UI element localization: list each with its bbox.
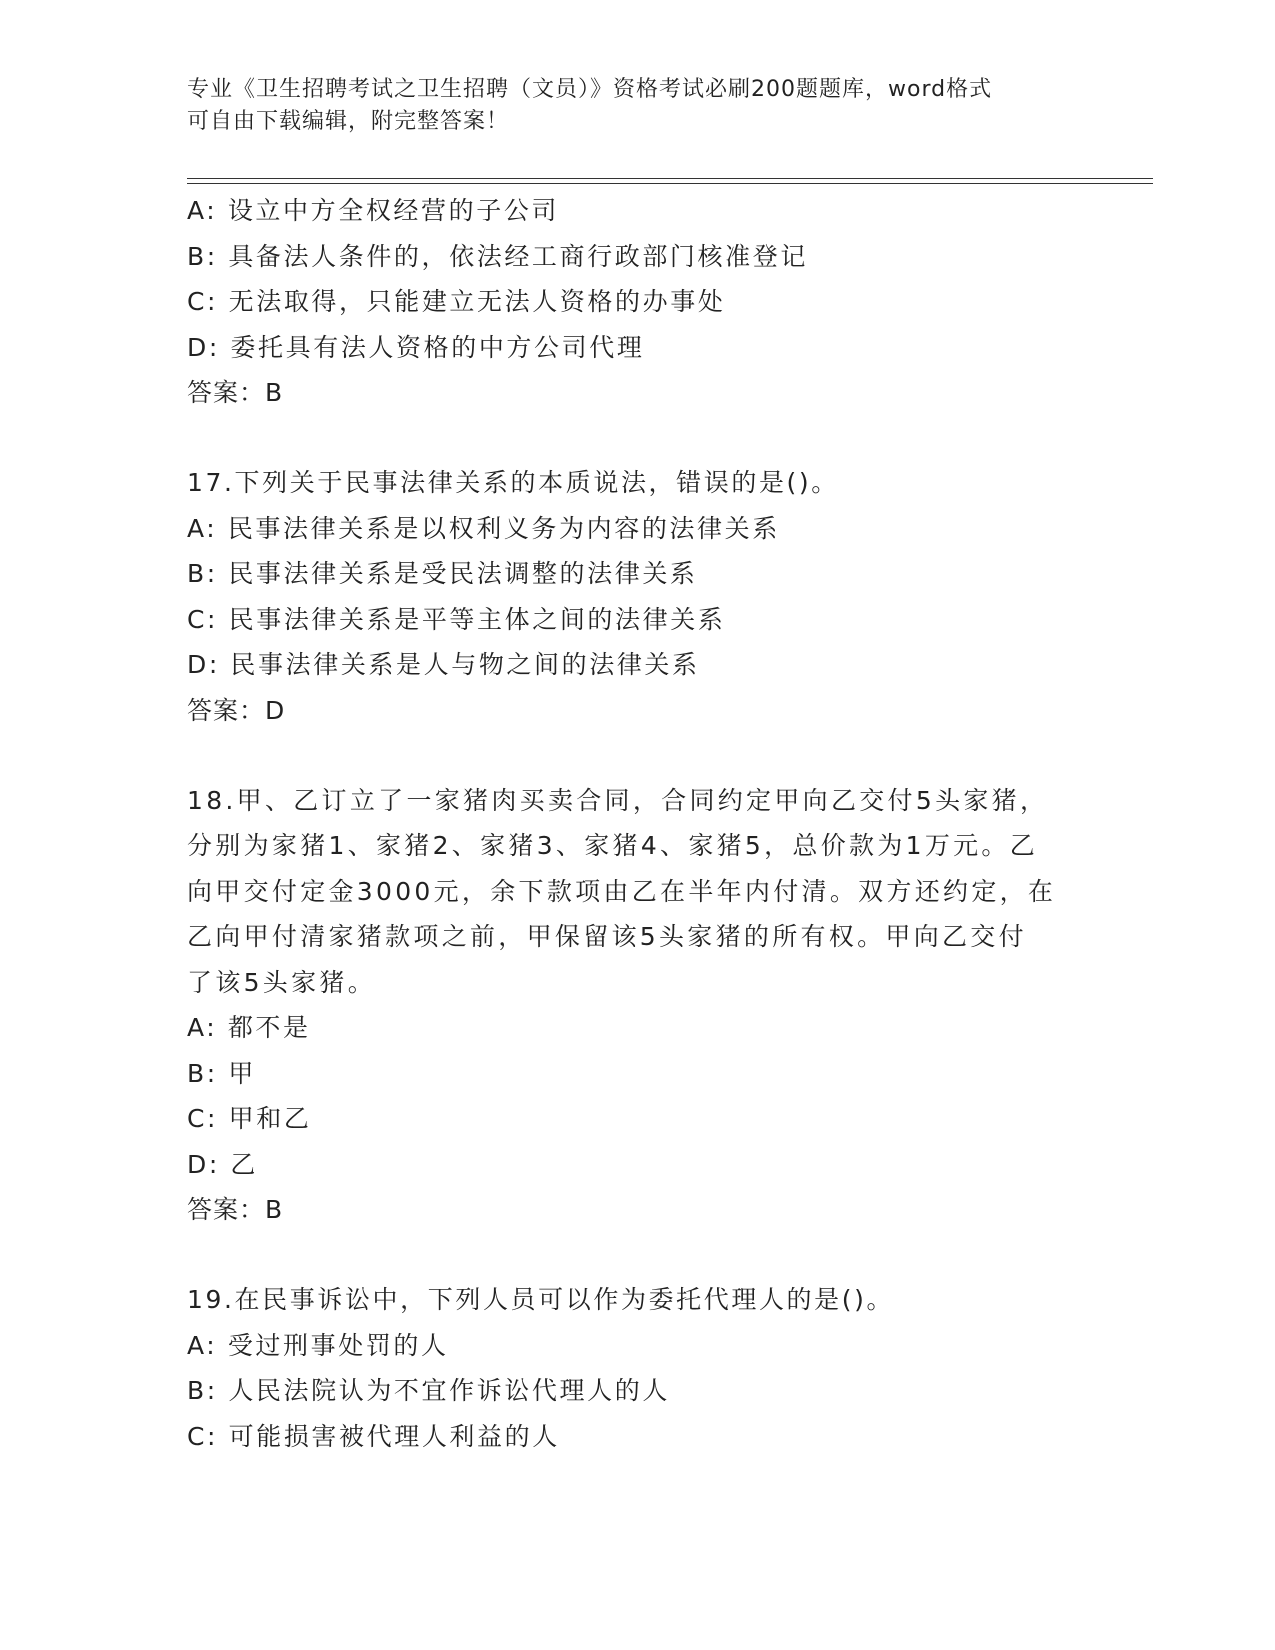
option-b: B: 人民法院认为不宜作诉讼代理人的人 xyxy=(187,1376,670,1405)
answer-line: 答案：D xyxy=(187,695,286,725)
header-divider-top xyxy=(187,178,1153,179)
option-a: A: 民事法律关系是以权利义务为内容的法律关系 xyxy=(187,513,780,543)
option-a: A: 都不是 xyxy=(187,1013,311,1042)
header-divider-bottom xyxy=(187,183,1153,184)
question-17-block xyxy=(187,460,1087,734)
document-header xyxy=(187,74,1087,138)
option-d: D: 民事法律关系是人与物之间的法律关系 xyxy=(187,650,700,679)
option-d: D: 委托具有法人资格的中方公司代理 xyxy=(187,332,645,362)
option-a: A: 受过刑事处罚的人 xyxy=(187,1330,449,1360)
spacer xyxy=(187,1233,1087,1277)
question-stem-line-2: 分别为家猪1、家猪2、家猪3、家猪4、家猪5，总价款为1万元。乙 xyxy=(187,831,1039,860)
question-stem-line-1: 18.甲、乙订立了一家猪肉买卖合同，合同约定甲向乙交付5头家猪， xyxy=(187,785,1049,815)
question-stem: 19.在民事诉讼中，下列人员可以作为委托代理人的是()。 xyxy=(187,1285,895,1314)
option-c: C: 可能损害被代理人利益的人 xyxy=(187,1421,560,1451)
answer-line: 答案：B xyxy=(187,1195,284,1224)
option-b: B: 具备法人条件的，依法经工商行政部门核准登记 xyxy=(187,241,808,271)
option-c: C: 甲和乙 xyxy=(187,1104,312,1133)
question-content xyxy=(187,188,1087,1459)
question-18-block xyxy=(187,778,1087,1234)
question-19-block xyxy=(187,1277,1087,1459)
option-d: D: 乙 xyxy=(187,1149,259,1179)
header-line-1: 专业《卫生招聘考试之卫生招聘（文员）》资格考试必刷200题题库，word格式 xyxy=(187,77,993,102)
question-stem: 17.下列关于民事法律关系的本质说法，错误的是()。 xyxy=(187,468,839,497)
option-a: A: 设立中方全权经营的子公司 xyxy=(187,196,560,225)
spacer xyxy=(187,416,1087,460)
question-stem-line-3: 向甲交付定金3000元，余下款项由乙在半年内付清。双方还约定，在 xyxy=(187,876,1057,906)
question-stem-line-4: 乙向甲付清家猪款项之前，甲保留该5头家猪的所有权。甲向乙交付 xyxy=(187,922,1027,951)
header-line-2: 可自由下载编辑，附完整答案！ xyxy=(187,109,510,134)
spacer xyxy=(187,734,1087,778)
question-16-block xyxy=(187,188,1087,416)
option-c: C: 民事法律关系是平等主体之间的法律关系 xyxy=(187,604,726,634)
option-b: B: 甲 xyxy=(187,1058,256,1088)
option-b: B: 民事法律关系是受民法调整的法律关系 xyxy=(187,559,698,588)
question-stem-line-5: 了该5头家猪。 xyxy=(187,967,377,997)
option-c: C: 无法取得，只能建立无法人资格的办事处 xyxy=(187,287,726,316)
answer-line: 答案：B xyxy=(187,378,284,407)
